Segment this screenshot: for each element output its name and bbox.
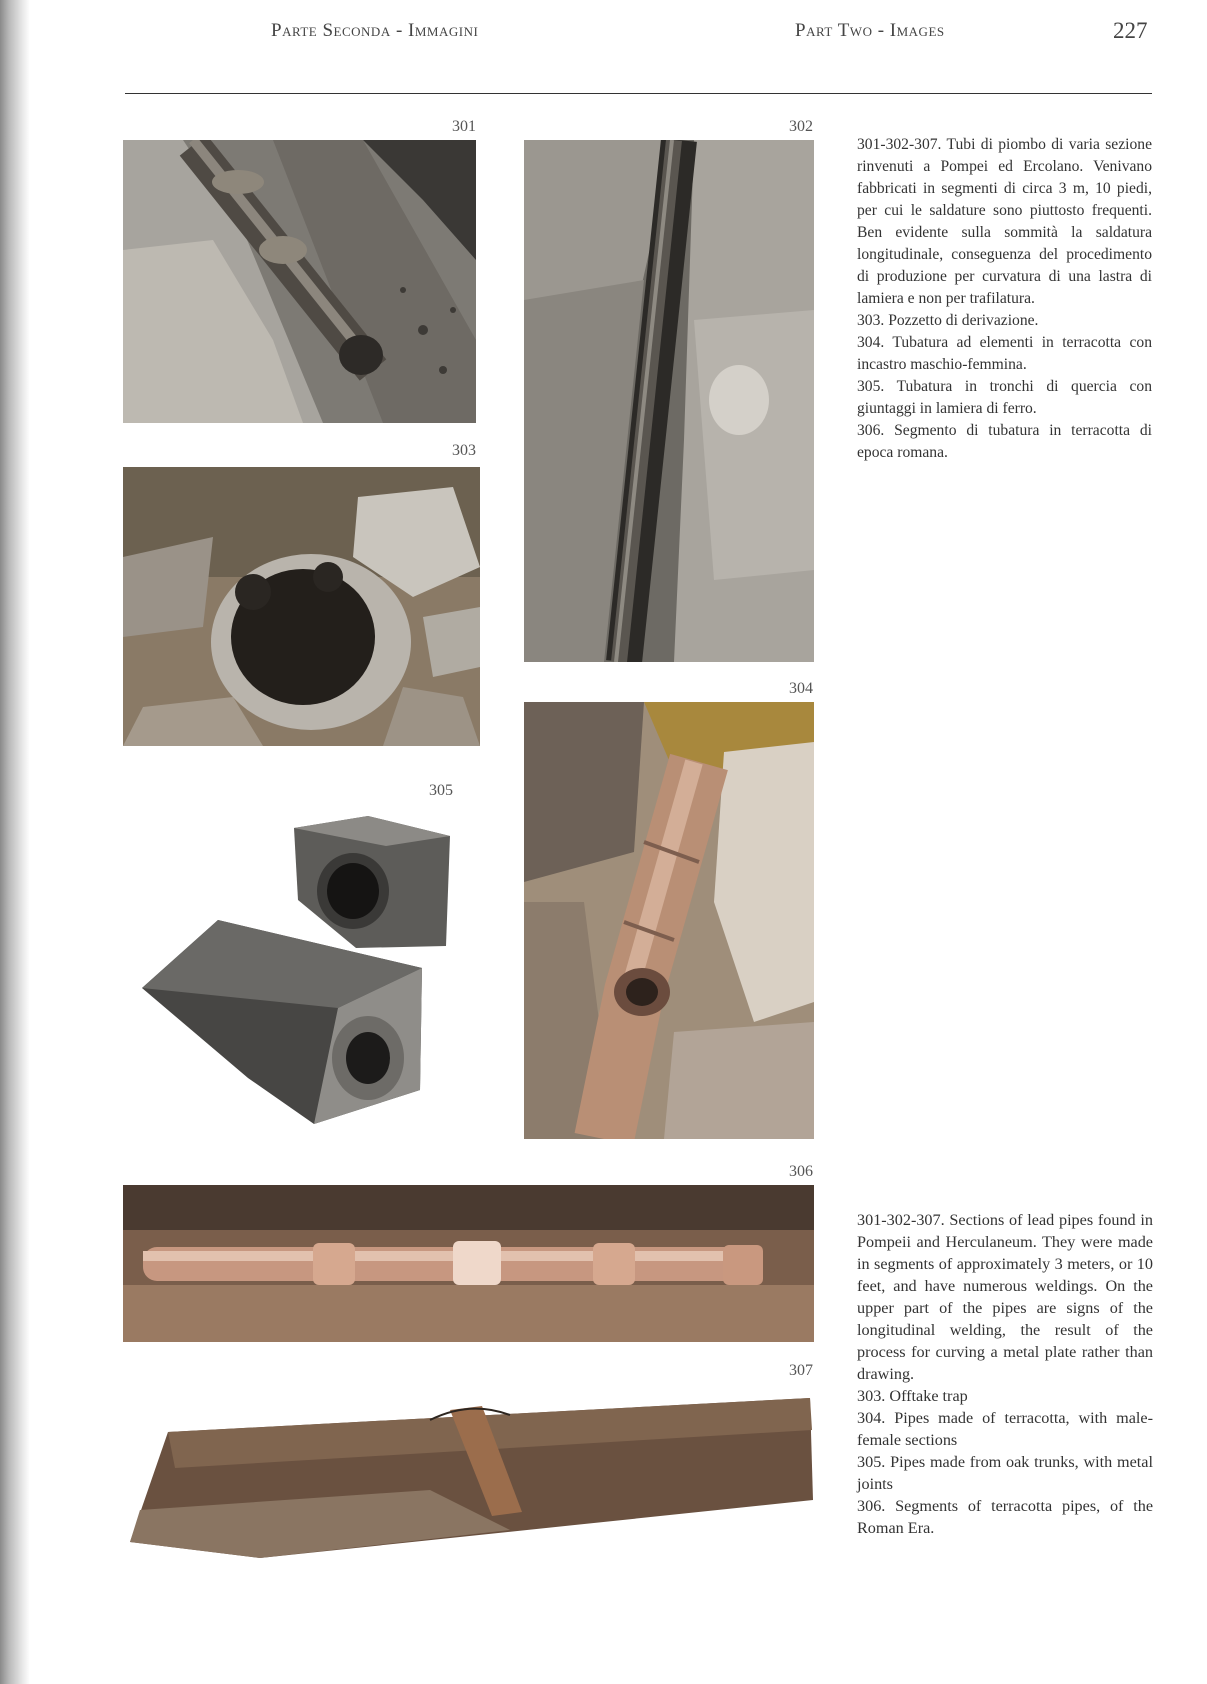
- figure-number-307: 307: [789, 1362, 813, 1379]
- figure-number-302: 302: [789, 118, 813, 135]
- photo-306-terracotta-pipe-segment: [123, 1185, 814, 1342]
- header-rule: [125, 93, 1152, 94]
- caption-en-303: 303. Offtake trap: [857, 1387, 968, 1405]
- caption-it-305: 305. Tubatura in tronchi di quercia con giuntaggi in lamiera di ferro.: [857, 378, 1152, 417]
- caption-en-301-302-307: 301-302-307. Sections of lead pipes found in Pompeii and Herculaneum. They were made in segments of approximately 3 meters, or 10 feet, and have numerous weldings. On the upper part of the pipes are signs of the longitudinal welding, the result of the process for curving a metal plate rather than drawing.: [857, 1211, 1153, 1383]
- running-head-right: Part Two - Images: [795, 20, 945, 41]
- book-binding-shadow: [0, 0, 30, 1684]
- figure-number-306: 306: [789, 1163, 813, 1180]
- figure-number-304: 304: [789, 680, 813, 697]
- figure-number-303: 303: [452, 442, 476, 459]
- caption-it-303: 303. Pozzetto di derivazione.: [857, 312, 1039, 329]
- caption-en-305: 305. Pipes made from oak trunks, with metal joints: [857, 1453, 1153, 1493]
- running-head-left: Parte Seconda - Immagini: [271, 20, 479, 41]
- page-number: 227: [1113, 18, 1148, 43]
- photo-303-offtake-trap: [123, 467, 480, 746]
- caption-english: [857, 1209, 1153, 1539]
- photo-304-terracotta-pipes: [524, 702, 814, 1139]
- caption-it-306: 306. Segmento di tubatura in terracotta di epoca romana.: [857, 422, 1152, 461]
- caption-it-301-302-307: 301-302-307. Tubi di piombo di varia sezione rinvenuti a Pompei ed Ercolano. Venivano fabbricati in segmenti di circa 3 m, 10 piedi, per cui le saldature sono piuttosto frequenti. Ben evidente sulla sommità la saldatura longitudinale, conseguenza del procedimento di produzione per curvatura di una lastra di lamiera e non per trafilatura.: [857, 136, 1152, 307]
- photo-301-lead-pipe: [123, 140, 476, 423]
- caption-italian: [857, 134, 1152, 464]
- caption-en-306: 306. Segments of terracotta pipes, of the Roman Era.: [857, 1497, 1153, 1537]
- figure-number-305: 305: [429, 782, 453, 799]
- caption-en-304: 304. Pipes made of terracotta, with male-female sections: [857, 1409, 1153, 1449]
- photo-302-lead-pipe-street: [524, 140, 814, 662]
- photo-305-oak-trunk-pipes: [138, 808, 450, 1126]
- photo-307-lead-pipe-section: [130, 1380, 815, 1560]
- caption-it-304: 304. Tubatura ad elementi in terracotta con incastro maschio-femmina.: [857, 334, 1152, 373]
- figure-number-301: 301: [452, 118, 476, 135]
